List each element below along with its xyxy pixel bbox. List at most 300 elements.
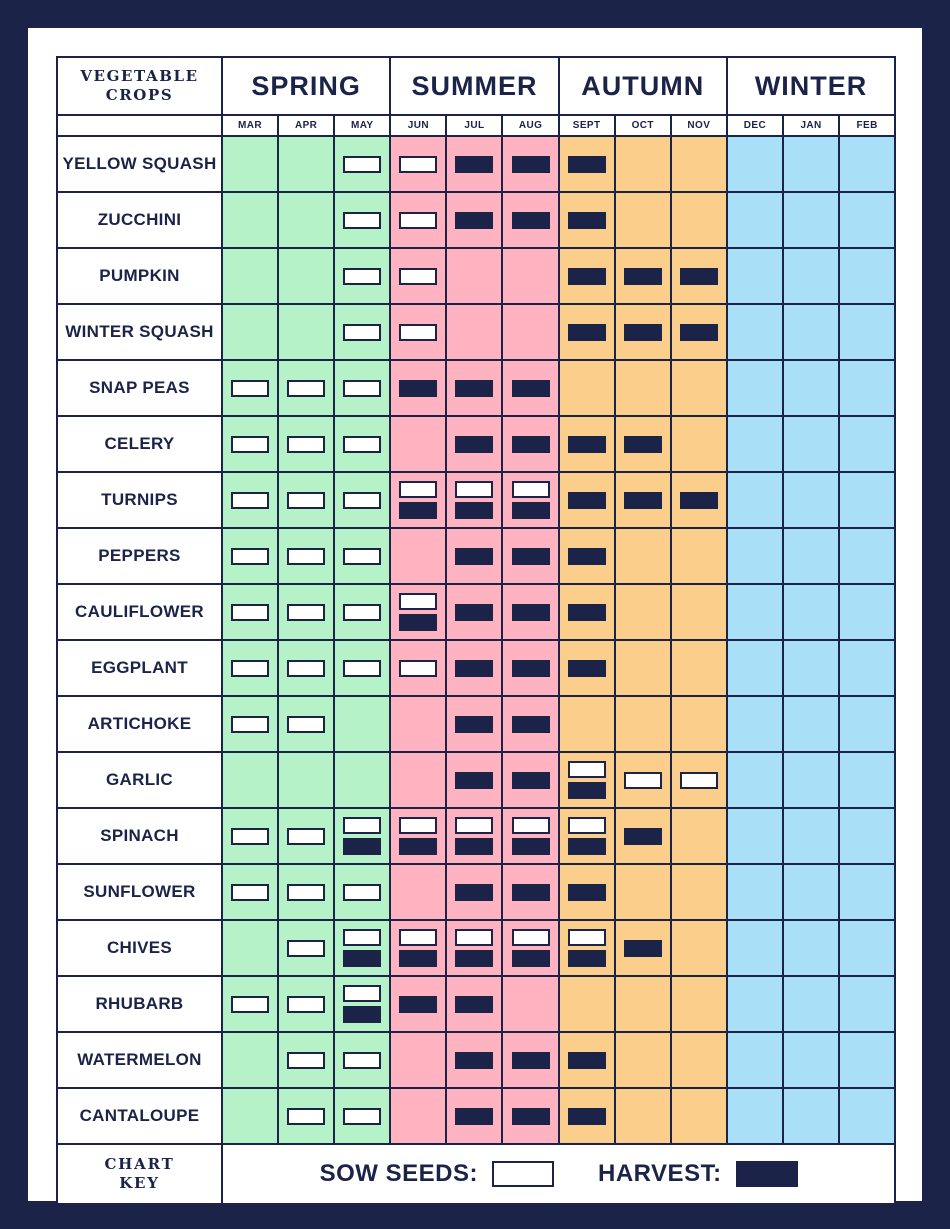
cell-marks	[616, 921, 670, 975]
table-row	[57, 136, 895, 192]
cell-marks	[503, 865, 557, 919]
harvest-mark-icon	[512, 156, 550, 173]
cell-marks	[279, 193, 333, 247]
cell-sunflower-apr	[278, 864, 334, 920]
cell-zucchini-jul	[446, 192, 502, 248]
crop-name-turnips: TURNIPS	[57, 472, 222, 528]
cell-turnips-jan	[783, 472, 839, 528]
crop-name-eggplant: EGGPLANT	[57, 640, 222, 696]
cell-marks	[503, 361, 557, 415]
harvest-mark-icon	[568, 324, 606, 341]
harvest-mark-icon	[455, 716, 493, 733]
sow-mark-icon	[287, 1052, 325, 1069]
harvest-mark-icon	[512, 838, 550, 855]
cell-marks	[223, 417, 277, 471]
cell-marks	[279, 249, 333, 303]
cell-winter-squash-dec	[727, 304, 783, 360]
cell-marks	[447, 417, 501, 471]
cell-artichoke-mar	[222, 696, 278, 752]
cell-rhubarb-nov	[671, 976, 727, 1032]
key-sow-label: SOW SEEDS:	[319, 1160, 478, 1187]
cell-marks	[447, 585, 501, 639]
cell-chives-feb	[839, 920, 895, 976]
cell-zucchini-dec	[727, 192, 783, 248]
cell-marks	[840, 137, 894, 191]
cell-marks	[616, 977, 670, 1031]
sow-mark-icon	[231, 828, 269, 845]
sow-mark-icon	[343, 604, 381, 621]
cell-marks	[616, 361, 670, 415]
cell-pumpkin-jun	[390, 248, 446, 304]
sow-mark-icon	[343, 884, 381, 901]
harvest-mark-icon	[512, 1052, 550, 1069]
cell-marks	[728, 361, 782, 415]
sow-mark-icon	[231, 380, 269, 397]
cell-marks	[728, 529, 782, 583]
cell-spinach-jan	[783, 808, 839, 864]
cell-marks	[335, 473, 389, 527]
harvest-mark-icon	[512, 212, 550, 229]
calendar-sheet	[28, 28, 922, 1201]
cell-artichoke-aug	[502, 696, 558, 752]
sow-mark-icon	[399, 324, 437, 341]
cell-garlic-jan	[783, 752, 839, 808]
cell-cauliflower-feb	[839, 584, 895, 640]
sow-mark-icon	[231, 436, 269, 453]
season-header-autumn: AUTUMN	[559, 57, 727, 115]
cell-marks	[223, 865, 277, 919]
cell-marks	[784, 865, 838, 919]
cell-winter-squash-apr	[278, 304, 334, 360]
cell-marks	[728, 921, 782, 975]
cell-marks	[672, 417, 726, 471]
cell-marks	[223, 1089, 277, 1143]
cell-watermelon-apr	[278, 1032, 334, 1088]
harvest-mark-icon	[343, 838, 381, 855]
harvest-mark-icon	[455, 950, 493, 967]
cell-marks	[279, 753, 333, 807]
cell-cantaloupe-dec	[727, 1088, 783, 1144]
chart-key-label	[57, 1144, 222, 1204]
cell-marks	[672, 1089, 726, 1143]
table-row	[57, 472, 895, 528]
cell-marks	[223, 585, 277, 639]
cell-zucchini-jun	[390, 192, 446, 248]
cell-marks	[840, 529, 894, 583]
cell-marks	[335, 921, 389, 975]
sow-mark-icon	[287, 828, 325, 845]
harvest-mark-icon	[512, 884, 550, 901]
cell-marks	[447, 473, 501, 527]
chart-key-label-line2: KEY	[119, 1174, 160, 1192]
cell-marks	[503, 1033, 557, 1087]
cell-cantaloupe-jun	[390, 1088, 446, 1144]
month-header-mar: MAR	[222, 115, 278, 136]
cell-eggplant-sept	[559, 640, 615, 696]
harvest-mark-icon	[343, 950, 381, 967]
cell-rhubarb-feb	[839, 976, 895, 1032]
cell-marks	[560, 529, 614, 583]
cell-eggplant-mar	[222, 640, 278, 696]
cell-marks	[335, 1033, 389, 1087]
cell-sunflower-jul	[446, 864, 502, 920]
cell-marks	[840, 1033, 894, 1087]
harvest-mark-icon	[624, 828, 662, 845]
cell-marks	[840, 417, 894, 471]
harvest-mark-icon	[568, 436, 606, 453]
season-header-row	[57, 57, 895, 115]
crops-header-line1: VEGETABLE	[80, 67, 199, 86]
cell-marks	[335, 361, 389, 415]
sow-mark-icon	[512, 481, 550, 498]
cell-spinach-dec	[727, 808, 783, 864]
cell-marks	[616, 249, 670, 303]
cell-marks	[447, 529, 501, 583]
harvest-mark-icon	[568, 1108, 606, 1125]
cell-rhubarb-sept	[559, 976, 615, 1032]
cell-marks	[784, 473, 838, 527]
cell-marks	[223, 641, 277, 695]
cell-marks	[672, 305, 726, 359]
table-row	[57, 584, 895, 640]
cell-watermelon-nov	[671, 1032, 727, 1088]
cell-winter-squash-jul	[446, 304, 502, 360]
cell-marks	[279, 641, 333, 695]
cell-marks	[728, 641, 782, 695]
cell-spinach-apr	[278, 808, 334, 864]
sow-mark-icon	[287, 548, 325, 565]
chart-key-label-line1: CHART	[104, 1154, 175, 1173]
sow-mark-icon	[343, 324, 381, 341]
cell-marks	[560, 697, 614, 751]
cell-zucchini-may	[334, 192, 390, 248]
cell-marks	[672, 249, 726, 303]
cell-marks	[616, 1033, 670, 1087]
crop-name-cantaloupe: CANTALOUPE	[57, 1088, 222, 1144]
month-header-may: MAY	[334, 115, 390, 136]
harvest-mark-icon	[568, 548, 606, 565]
cell-artichoke-nov	[671, 696, 727, 752]
cell-snap-peas-apr	[278, 360, 334, 416]
cell-winter-squash-may	[334, 304, 390, 360]
harvest-mark-icon	[455, 996, 493, 1013]
sow-mark-icon	[343, 268, 381, 285]
cell-cantaloupe-mar	[222, 1088, 278, 1144]
cell-zucchini-nov	[671, 192, 727, 248]
cell-watermelon-dec	[727, 1032, 783, 1088]
cell-marks	[335, 865, 389, 919]
cell-marks	[279, 361, 333, 415]
harvest-mark-icon	[455, 548, 493, 565]
cell-marks	[560, 1033, 614, 1087]
crop-name-zucchini: ZUCCHINI	[57, 192, 222, 248]
cell-pumpkin-dec	[727, 248, 783, 304]
cell-eggplant-oct	[615, 640, 671, 696]
cell-marks	[672, 977, 726, 1031]
harvest-mark-icon	[680, 492, 718, 509]
harvest-mark-icon	[455, 436, 493, 453]
cell-marks	[616, 809, 670, 863]
cell-marks	[223, 193, 277, 247]
cell-marks	[784, 137, 838, 191]
sow-mark-icon	[287, 996, 325, 1013]
cell-marks	[447, 865, 501, 919]
cell-marks	[560, 305, 614, 359]
harvest-mark-icon	[624, 324, 662, 341]
cell-chives-jun	[390, 920, 446, 976]
cell-watermelon-oct	[615, 1032, 671, 1088]
cell-marks	[728, 193, 782, 247]
chart-key-body	[222, 1144, 895, 1204]
cell-eggplant-jul	[446, 640, 502, 696]
cell-celery-may	[334, 416, 390, 472]
cell-marks	[840, 977, 894, 1031]
sow-mark-icon	[343, 985, 381, 1002]
cell-marks	[335, 529, 389, 583]
cell-spinach-oct	[615, 808, 671, 864]
crops-header-line2: CROPS	[105, 86, 174, 104]
cell-peppers-sept	[559, 528, 615, 584]
cell-chives-sept	[559, 920, 615, 976]
table-row	[57, 752, 895, 808]
cell-marks	[560, 585, 614, 639]
cell-marks	[335, 641, 389, 695]
cell-peppers-oct	[615, 528, 671, 584]
cell-marks	[560, 865, 614, 919]
cell-cauliflower-jan	[783, 584, 839, 640]
sow-mark-icon	[568, 761, 606, 778]
cell-marks	[560, 753, 614, 807]
harvest-mark-icon	[455, 604, 493, 621]
cell-marks	[391, 977, 445, 1031]
sow-mark-icon	[624, 772, 662, 789]
cell-marks	[223, 921, 277, 975]
crop-name-peppers: PEPPERS	[57, 528, 222, 584]
cell-marks	[335, 249, 389, 303]
harvest-mark-icon	[455, 156, 493, 173]
cell-marks	[279, 921, 333, 975]
cell-snap-peas-nov	[671, 360, 727, 416]
cell-celery-aug	[502, 416, 558, 472]
harvest-mark-icon	[568, 604, 606, 621]
harvest-mark-icon	[455, 884, 493, 901]
cell-yellow-squash-apr	[278, 136, 334, 192]
cell-marks	[560, 921, 614, 975]
cell-eggplant-feb	[839, 640, 895, 696]
cell-marks	[503, 697, 557, 751]
sow-mark-icon	[287, 604, 325, 621]
cell-marks	[223, 361, 277, 415]
cell-marks	[840, 753, 894, 807]
cell-marks	[616, 417, 670, 471]
cell-winter-squash-oct	[615, 304, 671, 360]
cell-cauliflower-mar	[222, 584, 278, 640]
cell-cauliflower-apr	[278, 584, 334, 640]
cell-sunflower-jan	[783, 864, 839, 920]
harvest-mark-icon	[568, 660, 606, 677]
cell-marks	[728, 585, 782, 639]
cell-chives-jul	[446, 920, 502, 976]
cell-marks	[728, 473, 782, 527]
cell-garlic-may	[334, 752, 390, 808]
cell-marks	[503, 753, 557, 807]
table-header	[57, 57, 895, 136]
sow-mark-icon	[287, 660, 325, 677]
harvest-mark-icon	[455, 772, 493, 789]
crop-name-chives: CHIVES	[57, 920, 222, 976]
harvest-mark-icon	[512, 436, 550, 453]
sow-mark-icon	[231, 548, 269, 565]
cell-snap-peas-aug	[502, 360, 558, 416]
cell-garlic-dec	[727, 752, 783, 808]
cell-cantaloupe-nov	[671, 1088, 727, 1144]
cell-marks	[784, 977, 838, 1031]
harvest-mark-icon	[680, 268, 718, 285]
sow-mark-icon	[568, 817, 606, 834]
cell-cauliflower-jul	[446, 584, 502, 640]
cell-marks	[503, 249, 557, 303]
cell-marks	[728, 977, 782, 1031]
sow-mark-icon	[343, 1108, 381, 1125]
cell-zucchini-oct	[615, 192, 671, 248]
sow-mark-icon	[287, 436, 325, 453]
cell-marks	[279, 585, 333, 639]
cell-turnips-feb	[839, 472, 895, 528]
cell-pumpkin-jul	[446, 248, 502, 304]
cell-marks	[784, 305, 838, 359]
cell-marks	[503, 585, 557, 639]
cell-marks	[279, 473, 333, 527]
cell-sunflower-feb	[839, 864, 895, 920]
harvest-mark-icon	[455, 838, 493, 855]
cell-marks	[616, 473, 670, 527]
cell-marks	[784, 529, 838, 583]
key-harvest-swatch-icon	[736, 1161, 798, 1187]
planting-calendar-table	[56, 56, 896, 1205]
cell-marks	[279, 137, 333, 191]
month-header-dec: DEC	[727, 115, 783, 136]
cell-chives-mar	[222, 920, 278, 976]
sow-mark-icon	[455, 929, 493, 946]
cell-marks	[279, 1033, 333, 1087]
key-sow-swatch-icon	[492, 1161, 554, 1187]
cell-marks	[447, 977, 501, 1031]
cell-sunflower-jun	[390, 864, 446, 920]
cell-marks	[728, 305, 782, 359]
cell-eggplant-nov	[671, 640, 727, 696]
cell-eggplant-jun	[390, 640, 446, 696]
cell-marks	[840, 473, 894, 527]
cell-marks	[279, 865, 333, 919]
crop-name-garlic: GARLIC	[57, 752, 222, 808]
cell-marks	[279, 977, 333, 1031]
cell-zucchini-feb	[839, 192, 895, 248]
month-header-row	[57, 115, 895, 136]
cell-celery-jan	[783, 416, 839, 472]
cell-turnips-nov	[671, 472, 727, 528]
sow-mark-icon	[455, 481, 493, 498]
cell-marks	[560, 417, 614, 471]
cell-cauliflower-jun	[390, 584, 446, 640]
cell-marks	[560, 193, 614, 247]
cell-pumpkin-nov	[671, 248, 727, 304]
cell-marks	[784, 921, 838, 975]
sow-mark-icon	[343, 1052, 381, 1069]
cell-marks	[391, 641, 445, 695]
cell-snap-peas-jun	[390, 360, 446, 416]
cell-yellow-squash-aug	[502, 136, 558, 192]
sow-mark-icon	[568, 929, 606, 946]
cell-marks	[672, 361, 726, 415]
harvest-mark-icon	[399, 502, 437, 519]
cell-marks	[784, 417, 838, 471]
cell-marks	[391, 193, 445, 247]
cell-marks	[560, 809, 614, 863]
cell-marks	[840, 1089, 894, 1143]
crop-name-celery: CELERY	[57, 416, 222, 472]
cell-marks	[279, 305, 333, 359]
harvest-mark-icon	[512, 772, 550, 789]
cell-marks	[616, 585, 670, 639]
table-row	[57, 808, 895, 864]
cell-chives-oct	[615, 920, 671, 976]
cell-marks	[560, 641, 614, 695]
crop-name-artichoke: ARTICHOKE	[57, 696, 222, 752]
sow-mark-icon	[287, 380, 325, 397]
cell-marks	[447, 249, 501, 303]
cell-marks	[447, 1089, 501, 1143]
harvest-mark-icon	[512, 716, 550, 733]
cell-cauliflower-oct	[615, 584, 671, 640]
cell-sunflower-dec	[727, 864, 783, 920]
sow-mark-icon	[399, 660, 437, 677]
harvest-mark-icon	[455, 502, 493, 519]
cell-watermelon-mar	[222, 1032, 278, 1088]
key-item-harvest	[598, 1160, 798, 1188]
sow-mark-icon	[343, 492, 381, 509]
cell-peppers-dec	[727, 528, 783, 584]
cell-cantaloupe-sept	[559, 1088, 615, 1144]
month-header-jun: JUN	[390, 115, 446, 136]
cell-winter-squash-nov	[671, 304, 727, 360]
sow-mark-icon	[231, 996, 269, 1013]
cell-cantaloupe-feb	[839, 1088, 895, 1144]
cell-marks	[728, 753, 782, 807]
cell-cauliflower-dec	[727, 584, 783, 640]
cell-marks	[223, 753, 277, 807]
table-row	[57, 696, 895, 752]
cell-rhubarb-jan	[783, 976, 839, 1032]
cell-marks	[784, 1089, 838, 1143]
cell-marks	[391, 417, 445, 471]
sow-mark-icon	[231, 660, 269, 677]
cell-marks	[503, 305, 557, 359]
cell-marks	[728, 137, 782, 191]
cell-marks	[728, 249, 782, 303]
cell-sunflower-may	[334, 864, 390, 920]
harvest-mark-icon	[512, 502, 550, 519]
cell-marks	[560, 249, 614, 303]
cell-marks	[728, 809, 782, 863]
cell-watermelon-aug	[502, 1032, 558, 1088]
cell-zucchini-mar	[222, 192, 278, 248]
month-row-spacer	[57, 115, 222, 136]
harvest-mark-icon	[568, 156, 606, 173]
harvest-mark-icon	[512, 604, 550, 621]
cell-winter-squash-feb	[839, 304, 895, 360]
cell-rhubarb-dec	[727, 976, 783, 1032]
harvest-mark-icon	[568, 268, 606, 285]
